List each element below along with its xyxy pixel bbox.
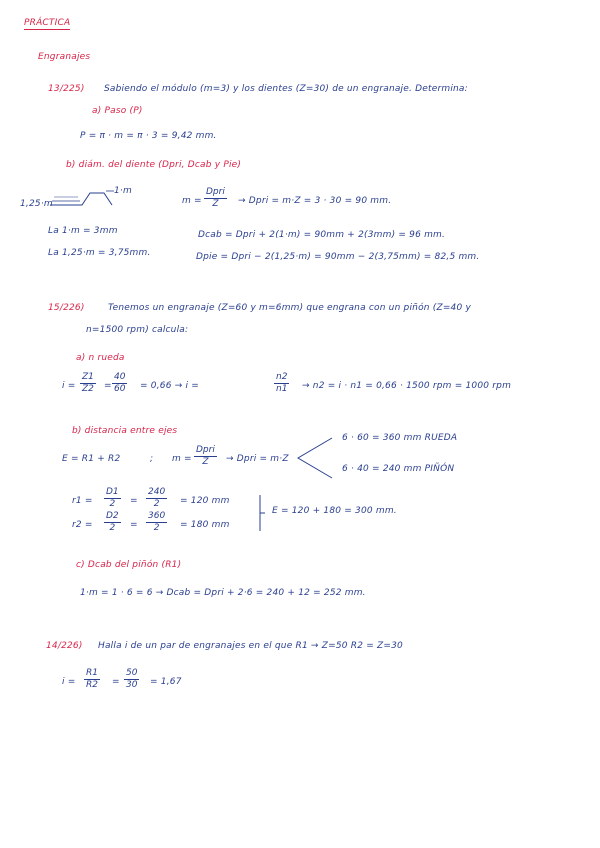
sketch-addendum-label: 1·m [114, 186, 132, 196]
exercise-14-i: i = [62, 677, 76, 687]
exercise-15-E-total: E = 120 + 180 = 300 mm. [272, 506, 397, 516]
exercise-13-a-line: P = π · m = π · 3 = 9,42 mm. [80, 131, 217, 141]
exercise-14-frac-1 [84, 668, 100, 691]
exercise-15-r1-mid: = [130, 496, 138, 506]
exercise-15-r1-left: r1 = [72, 496, 93, 506]
fraction-numerator: 40 [114, 372, 126, 382]
fraction-denominator: Z [202, 457, 209, 467]
fraction-numerator: 240 [148, 487, 166, 497]
fraction-denominator: R2 [86, 680, 98, 690]
exercise-15-b-pinon: 6 · 40 = 240 mm PIÑÓN [342, 464, 455, 474]
exercise-13-dcab: Dcab = Dpri + 2(1·m) = 90mm + 2(3mm) = 96 mm. [198, 230, 446, 240]
exercise-15-statement-1: Tenemos un engranaje (Z=60 y m=6mm) que engrana con un piñón (Z=40 y [108, 303, 472, 313]
exercise-15-r1-frac-1 [104, 487, 121, 510]
exercise-15-r2-mid: = [130, 520, 138, 530]
fraction-denominator: 2 [153, 523, 160, 533]
exercise-13-note-1: La 1·m = 3mm [48, 226, 118, 236]
fraction-denominator: n1 [276, 384, 288, 394]
fraction-numerator: Dpri [196, 445, 215, 455]
exercise-13-a-label: a) Paso (P) [92, 106, 143, 116]
exercise-14-frac-2 [124, 668, 139, 691]
exercise-14-statement: Halla i de un par de engranajes en el que R1 → Z=50 R2 = Z=30 [98, 641, 403, 651]
fraction-numerator: 50 [126, 668, 138, 678]
fraction-denominator: 2 [153, 499, 160, 509]
exercise-15-label: 15/226) [48, 303, 85, 313]
exercise-15-r1-frac-2 [146, 487, 167, 510]
exercise-13-b-result: → Dpri = m·Z = 3 · 30 = 90 mm. [238, 196, 392, 206]
exercise-13-statement: Sabiendo el módulo (m=3) y los dientes (Z=30) de un engranaje. Determina: [104, 84, 468, 94]
fraction-numerator: Z1 [82, 372, 94, 382]
exercise-15-b-fraction [194, 445, 217, 468]
exercise-15-r2-frac-2 [146, 511, 167, 534]
exercise-15-a-eq-3: → n2 = i · n1 = 0,66 · 1500 rpm = 1000 rpm [302, 381, 512, 391]
fraction-numerator: 360 [148, 511, 166, 521]
exercise-15-b-arrow: → Dpri = m·Z [226, 454, 289, 464]
fraction-numerator: D1 [106, 487, 119, 497]
branch-brace [294, 436, 334, 480]
fraction-denominator: 2 [109, 499, 116, 509]
exercise-15-a-eq-1: = [104, 381, 112, 391]
exercise-15-a-frac-2 [112, 372, 127, 395]
fraction-denominator: 2 [109, 523, 116, 533]
exercise-15-c-label: c) Dcab del piñón (R1) [76, 560, 182, 570]
exercise-13-b-label: b) diám. del diente (Dpri, Dcab y Pie) [66, 160, 242, 170]
exercise-15-r1-result: = 120 mm [180, 496, 230, 506]
page-title: PRÁCTICA [24, 18, 71, 28]
exercise-15-b-semicolon: ; [150, 454, 154, 464]
exercise-13-label: 13/225) [48, 84, 85, 94]
exercise-13-note-2: La 1,25·m = 3,75mm. [48, 248, 151, 258]
exercise-15-r2-frac-1 [104, 511, 121, 534]
fraction-numerator: D2 [106, 511, 119, 521]
exercise-15-a-frac-1 [80, 372, 96, 395]
exercise-15-a-frac-3 [274, 372, 289, 395]
exercise-15-r2-result: = 180 mm [180, 520, 230, 530]
page-subtitle: Engranajes [38, 52, 91, 62]
exercise-15-statement-2: n=1500 rpm) calcula: [86, 325, 189, 335]
exercise-15-b-rueda: 6 · 60 = 360 mm RUEDA [342, 433, 458, 443]
sketch-dedendum-label: 1,25·m [20, 199, 53, 209]
exercise-15-c-line: 1·m = 1 · 6 = 6 → Dcab = Dpri + 2·6 = 240 + 12 = 252 mm. [80, 588, 366, 598]
exercise-13-dpie: Dpie = Dpri − 2(1,25·m) = 90mm − 2(3,75mm) = 82,5 mm. [196, 252, 480, 262]
fraction-numerator: Dpri [206, 187, 225, 197]
fraction-denominator: 30 [126, 680, 138, 690]
exercise-15-a-i: i = [62, 381, 76, 391]
fraction-numerator: n2 [276, 372, 288, 382]
exercise-15-b-m: m = [172, 454, 192, 464]
radius-brace [256, 493, 268, 533]
exercise-15-a-label: a) n rueda [76, 353, 125, 363]
fraction-denominator: Z [212, 199, 219, 209]
exercise-14-eq: = [112, 677, 120, 687]
exercise-13-b-fraction [204, 187, 227, 210]
exercise-13-b-m: m = [182, 196, 202, 206]
fraction-denominator: 60 [114, 384, 126, 394]
exercise-15-b-label: b) distancia entre ejes [72, 426, 178, 436]
exercise-15-a-eq-2: = 0,66 → i = [140, 381, 200, 391]
exercise-14-result: = 1,67 [150, 677, 182, 687]
exercise-15-r2-left: r2 = [72, 520, 93, 530]
exercise-14-label: 14/226) [46, 641, 83, 651]
fraction-denominator: Z2 [82, 384, 94, 394]
fraction-numerator: R1 [86, 668, 98, 678]
exercise-15-b-E: E = R1 + R2 [62, 454, 121, 464]
